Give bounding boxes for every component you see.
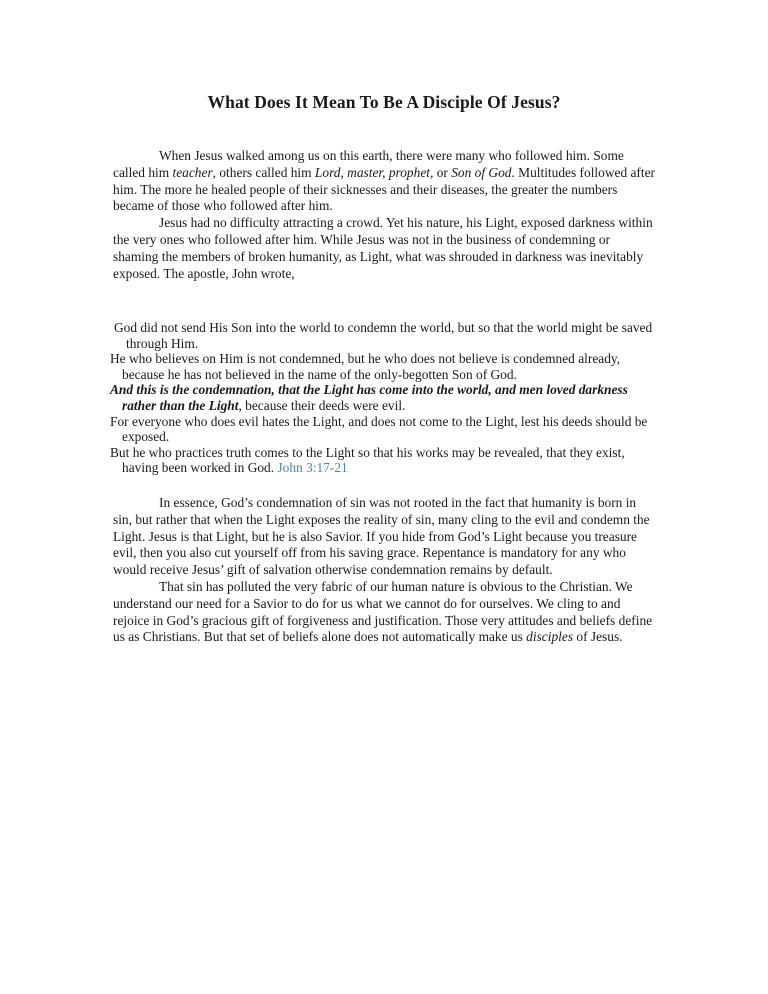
document-title: What Does It Mean To Be A Disciple Of Jesus? [207, 92, 561, 112]
para1-text-4: . Multitudes followed after him. The more he healed people of their sicknesses and their diseases, the greater the numbers became of those who followed after him. [113, 164, 656, 214]
para1-text-1: When Jesus walked among us on this earth, there were many who followed him. Some called him [113, 148, 624, 180]
para1-text-2: , others called him [212, 164, 315, 180]
verse-18: He who believes on Him is not condemned, but he who does not believe is condemned already, because he has not believed in the name of the only-begotten Son of God. [110, 351, 621, 382]
verse-19-emphasis: And this is the condemnation, that the Light has come into the world, and men loved darkness rather than the Light [110, 382, 628, 413]
scripture-quote [110, 320, 658, 476]
para4-text-2: of Jesus. [573, 629, 623, 645]
paragraph-4 [113, 579, 658, 646]
para1-text-3: or [433, 164, 452, 180]
para1-lord-master-prophet: Lord, master, prophet, [314, 164, 434, 180]
para1-teacher: teacher [172, 164, 213, 180]
verse-17: God did not send His Son into the world to condemn the world, but so that the world might be saved through Him. [114, 320, 653, 351]
paragraph-3: In essence, God’s condemnation of sin was not rooted in the fact that humanity is born in sin, but rather that when the Light exposes the reality of sin, many cling to the evil and condemn the Light. Jesus is that Light, but he is also Savior. If you hide from God’s Light because you treasure evil, then you also cut yourself off from his saving grace. Repentance is mandatory for any who would receive Jesus’ gift of salvation otherwise condemnation remains by default. [113, 495, 650, 578]
paragraph-1 [113, 148, 658, 215]
verse-19-rest: , because their deeds were evil. [238, 397, 406, 413]
intro-section [113, 148, 658, 282]
para1-son-of-god: Son of God [451, 164, 512, 180]
paragraph-2: Jesus had no difficulty attracting a crowd. Yet his nature, his Light, exposed darkness within the very ones who followed after him. While Jesus was not in the business of condemning or shaming the members of broken humanity, as Light, what was shrouded in darkness was inevitably exposed. The apostle, John wrote, [113, 215, 653, 281]
para4-text-1: That sin has polluted the very fabric of our human nature is obvious to the Christian. We understand our need for a Savior to do for us what we cannot do for ourselves. We cling to and rejoice in God’s gracious gift of forgiveness and justification. Those very attitudes and beliefs define us as Christians. But that set of beliefs alone does not automatically make us [113, 578, 653, 645]
verse-20: For everyone who does evil hates the Light, and does not come to the Light, lest his deeds should be exposed. [110, 413, 648, 445]
conclusion-section [113, 495, 658, 646]
scripture-reference: John 3:17-21 [277, 460, 348, 476]
verse-21-text: But he who practices truth comes to the Light so that his works may be revealed, that they exist, having been worked in God. [110, 444, 625, 476]
verse-19 [110, 382, 658, 413]
verse-21 [110, 445, 658, 476]
para4-disciples: disciples [526, 629, 574, 645]
